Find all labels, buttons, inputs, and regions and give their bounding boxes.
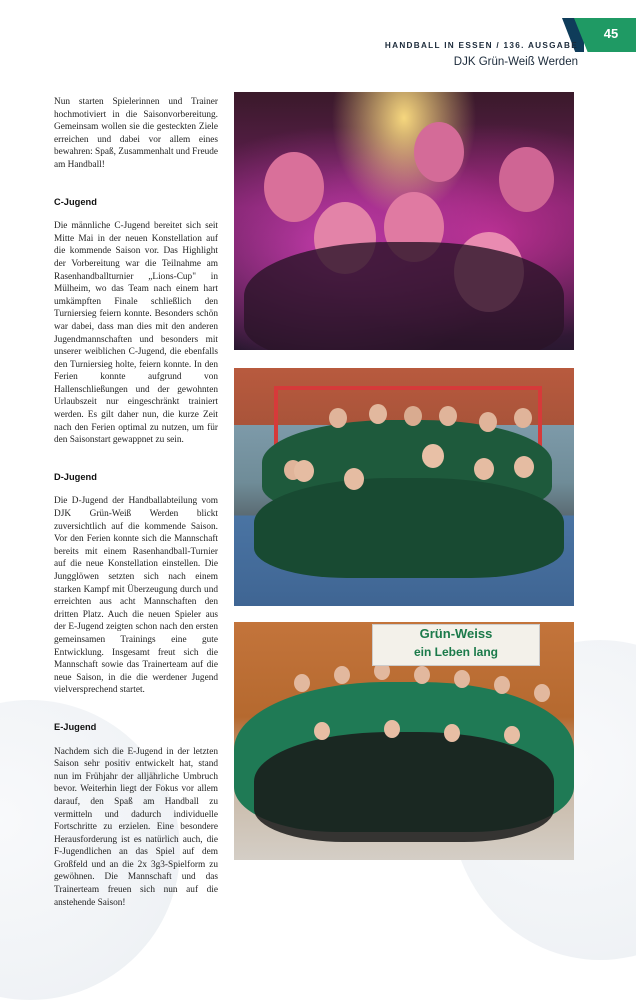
intro-paragraph: Nun starten Spielerinnen und Trainer hochmotiviert in die Saisonvorbereitung. Gemeinsam wollen sie die gesteckten Ziele erreichen und dabei vor allem eines bewahren: Spaß, Zusammenhalt und Freude am Handball! xyxy=(54,97,218,170)
article-column xyxy=(54,96,218,909)
club-banner xyxy=(372,624,540,666)
club-name: DJK Grün-Weiß Werden xyxy=(453,56,578,68)
banner-line-2: ein Leben lang xyxy=(413,645,498,659)
photo-c-jugend-team xyxy=(234,368,574,606)
e-jugend-heading: E-Jugend xyxy=(54,721,97,732)
photo-team-celebration xyxy=(234,92,574,350)
page-number: 45 xyxy=(603,26,619,41)
publication-title: HANDBALL IN ESSEN / 136. AUSGABE xyxy=(384,41,578,50)
d-jugend-heading: D-Jugend xyxy=(54,471,97,482)
banner-line-1: Grün-Weiss xyxy=(419,626,493,641)
c-jugend-heading: C-Jugend xyxy=(54,196,97,207)
d-jugend-text: Die D-Jugend der Handballabteilung vom DJK Grün-Weiß Werden blickt zuversichtlich auf die kommende Saison. Vor den Ferien konnte sich die Mannschaft bereits mit einem Rasenhandball-Turnier auf die neue Konstellation einstellen. Die Jungglöwen setzten sich nach einem starken Kampf mit Überzeugung durch und erreichten aus acht Mannschaften den dritten Platz. Auch die neuen Spieler aus der E-Jugend zeigten schon nach den ersten gemeinsamen Trainings eine gute Entwicklung. Insgesamt freut sich die Mannschaft sowie das Trainerteam auf die neue Saison, in die die werdener Jugend vielversprechend startet. xyxy=(54,496,218,696)
e-jugend-text: Nachdem sich die E-Jugend in der letzten Saison sehr positiv entwickelt hat, stand nun im Frühjahr der alljährliche Umbruch bevor. Weiterhin liegt der Fokus vor allem darauf, den Spaß am Handball zu vermitteln und dadurch individuelle Fortschritte zu erzielen. Eine besondere Herausforderung ist es natürlich auch, die F-Jugendlichen an das Spiel auf dem Großfeld und an die 2x 3g3-Spielform zu gewöhnen. Die Mannschaft und das Trainerteam freuen sich nun auf die anstehende Saison! xyxy=(54,746,218,908)
c-jugend-text: Die männliche C-Jugend bereitet sich seit Mitte Mai in der neuen Konstellation auf die kommende Saison vor. Das Highlight der Vorbereitung war die Teilnahme am Rasenhandballturnier „Lions-Cup" in Mülheim, wo das Team nach einem hart umkämpften Finale schließlich den Turniersieg feiern konnte. Besonders schön war dabei, dass man dies mit den anderen Jugendmannschaften und besonders mit unserer weiblichen C-Jugend, die ebenfalls den Turniersieg holte, feiern konnte. In den Ferien konnte aufgrund von Hallenschließungen und der gewohnten Urlaubszeit nur eingeschränkt trainiert werden. Es gilt daher nun, die kurze Zeit nach den Ferien optimal zu nutzen, um für den Saisonstart gewappnet zu sein. xyxy=(54,221,218,446)
